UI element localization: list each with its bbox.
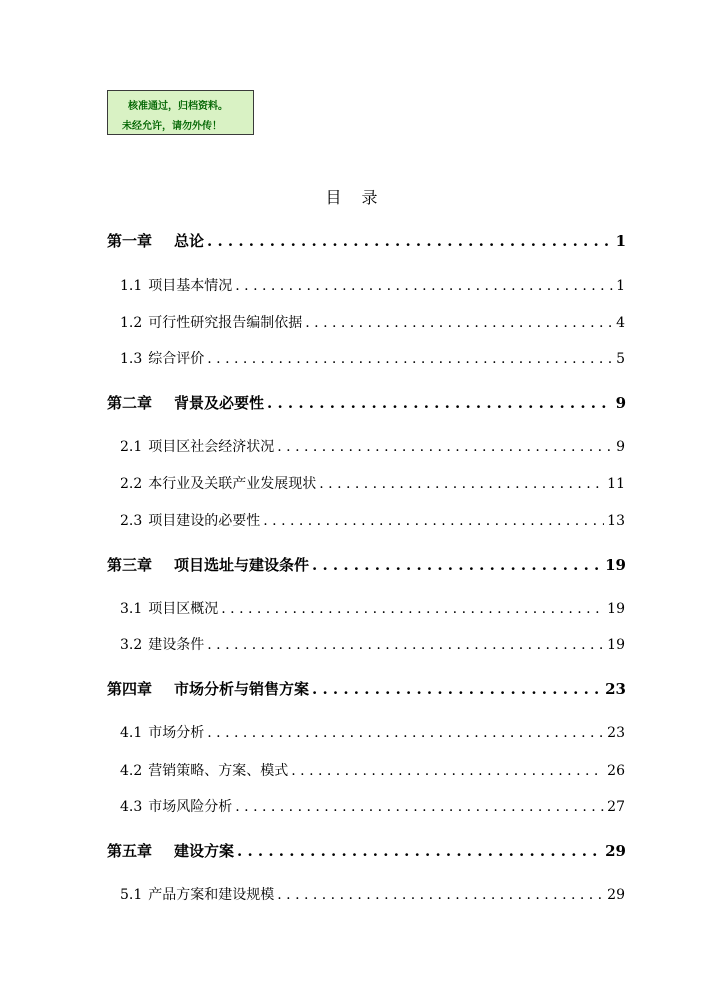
toc-entry-number: 2.1	[120, 439, 143, 455]
toc-entry-number: 5.1	[120, 887, 143, 903]
toc-entry-page: 29	[607, 887, 625, 903]
toc-entry-label: 项目区概况	[148, 601, 219, 617]
toc-entry-label: 项目建设的必要性	[148, 513, 261, 529]
toc-entry-label: 项目选址与建设条件	[174, 556, 310, 574]
toc-entry-page: 1	[616, 278, 625, 294]
toc-entry-page: 23	[605, 680, 626, 698]
toc-entry-label: 项目基本情况	[148, 278, 233, 294]
toc-entry-section-3-1[interactable]	[120, 598, 625, 618]
toc-entry-section-1-1[interactable]	[120, 275, 625, 295]
toc-leader-dots	[277, 887, 604, 903]
toc-entry-label: 产品方案和建设规模	[148, 887, 275, 903]
toc-entry-number: 4.3	[120, 799, 143, 815]
toc-leader-dots	[267, 394, 613, 412]
toc-entry-number: 4.2	[120, 763, 143, 779]
toc-entry-label: 总论	[174, 232, 205, 250]
toc-entry-number: 第三章	[107, 556, 153, 574]
toc-entry-page: 5	[616, 351, 625, 367]
toc-entry-page: 19	[605, 556, 626, 574]
toc-entry-number: 1.1	[120, 278, 143, 294]
toc-entry-number: 4.1	[120, 725, 143, 741]
toc-entry-number: 第一章	[107, 232, 153, 250]
toc-entry-section-4-2[interactable]	[120, 760, 625, 780]
toc-leader-dots	[221, 601, 604, 617]
toc-entry-number: 2.2	[120, 476, 143, 492]
toc-entry-section-2-2[interactable]	[120, 473, 625, 493]
toc-entry-chapter-1[interactable]	[107, 230, 626, 251]
toc-entry-number: 第四章	[107, 680, 153, 698]
toc-leader-dots	[237, 842, 602, 860]
toc-entry-label: 背景及必要性	[174, 394, 265, 412]
toc-entry-label: 市场风险分析	[148, 799, 233, 815]
toc-entry-page: 1	[615, 232, 626, 250]
toc-entry-page: 11	[607, 476, 625, 492]
toc-entry-section-2-3[interactable]	[120, 510, 625, 530]
toc-leader-dots	[207, 637, 604, 653]
toc-leader-dots	[207, 351, 613, 367]
toc-title-char-2: 录	[361, 188, 378, 207]
toc-title	[0, 185, 703, 208]
toc-entry-label: 建设条件	[148, 637, 205, 653]
toc-leader-dots	[312, 680, 602, 698]
toc-leader-dots	[235, 799, 604, 815]
toc-entry-number: 3.2	[120, 637, 143, 653]
toc-entry-number: 2.3	[120, 513, 143, 529]
toc-entry-page: 4	[616, 315, 625, 331]
toc-entry-section-2-1[interactable]	[120, 436, 625, 456]
toc-entry-number: 第二章	[107, 394, 153, 412]
toc-entry-section-4-1[interactable]	[120, 722, 625, 742]
toc-entry-chapter-4[interactable]	[107, 678, 626, 699]
toc-entry-page: 23	[607, 725, 625, 741]
toc-entry-number: 3.1	[120, 601, 143, 617]
toc-entry-label: 本行业及关联产业发展现状	[148, 476, 317, 492]
toc-entry-page: 19	[607, 601, 625, 617]
toc-leader-dots	[263, 513, 604, 529]
toc-entry-page: 13	[607, 513, 625, 529]
toc-entry-chapter-3[interactable]	[107, 554, 626, 575]
toc-leader-dots	[305, 315, 613, 331]
toc-entry-chapter-2[interactable]	[107, 392, 626, 413]
toc-entry-label: 营销策略、方案、模式	[148, 763, 289, 779]
toc-entry-section-3-2[interactable]	[120, 634, 625, 654]
toc-entry-section-4-3[interactable]	[120, 796, 625, 816]
toc-entry-section-5-1[interactable]	[120, 884, 625, 904]
toc-entry-page: 26	[607, 763, 625, 779]
toc-entry-page: 9	[615, 394, 626, 412]
toc-leader-dots	[291, 763, 604, 779]
toc-leader-dots	[207, 232, 613, 250]
toc-entry-page: 9	[616, 439, 625, 455]
toc-entry-page: 29	[605, 842, 626, 860]
stamp-line-2: 未经允许，请勿外传！	[122, 121, 222, 132]
toc-leader-dots	[277, 439, 613, 455]
toc-leader-dots	[312, 556, 602, 574]
toc-leader-dots	[235, 278, 613, 294]
stamp-line-1: 核准通过，归档资料。	[128, 101, 228, 112]
toc-leader-dots	[207, 725, 604, 741]
toc-entry-page: 27	[607, 799, 625, 815]
toc-entry-label: 项目区社会经济状况	[148, 439, 275, 455]
toc-entry-section-1-2[interactable]	[120, 312, 625, 332]
toc-entry-label: 建设方案	[174, 842, 235, 860]
toc-entry-section-1-3[interactable]	[120, 348, 625, 368]
toc-entry-number: 1.2	[120, 315, 143, 331]
toc-leader-dots	[319, 476, 604, 492]
toc-entry-page: 19	[607, 637, 625, 653]
toc-entry-number: 1.3	[120, 351, 143, 367]
toc-entry-chapter-5[interactable]	[107, 840, 626, 861]
toc-entry-label: 市场分析与销售方案	[174, 680, 310, 698]
toc-entry-label: 市场分析	[148, 725, 205, 741]
toc-title-char-1: 目	[325, 188, 342, 207]
approval-stamp	[107, 90, 254, 135]
toc-entry-label: 综合评价	[148, 351, 205, 367]
toc-entry-label: 可行性研究报告编制依据	[148, 315, 303, 331]
toc-entry-number: 第五章	[107, 842, 153, 860]
